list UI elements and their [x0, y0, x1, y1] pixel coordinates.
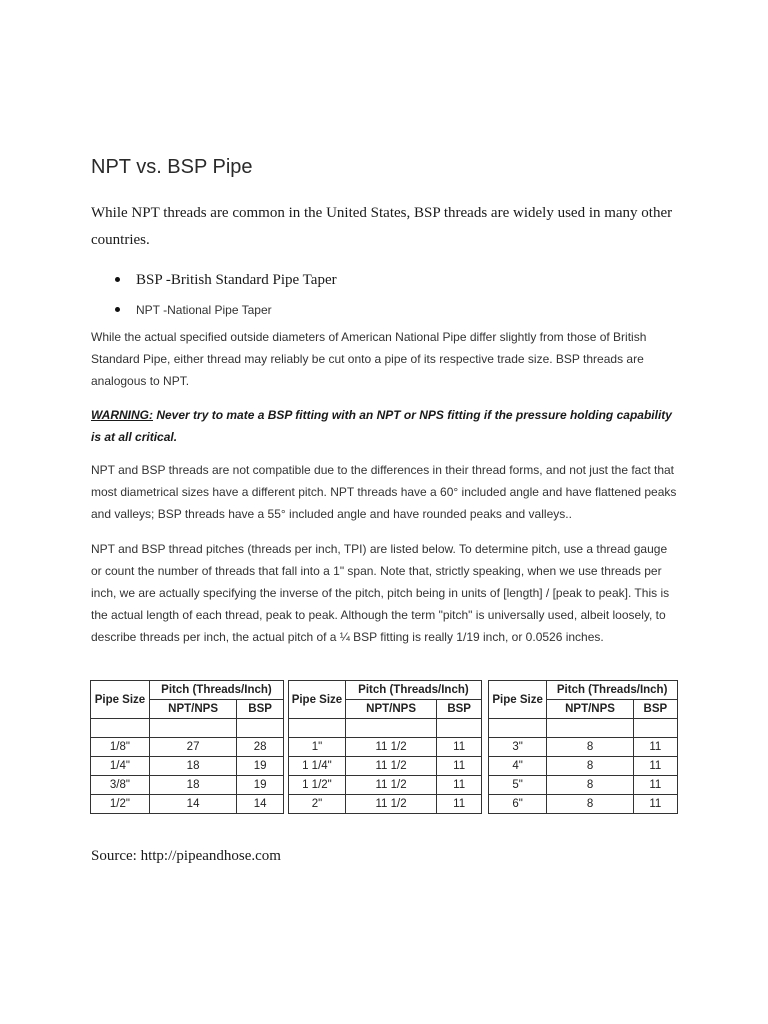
npt-cell: 18 — [149, 776, 236, 795]
bsp-cell: 11 — [633, 776, 677, 795]
npt-cell: 8 — [547, 776, 633, 795]
pipe-size-cell: 5" — [489, 776, 547, 795]
table-row — [289, 776, 482, 795]
table-row — [91, 776, 284, 795]
source-citation: Source: http://pipeandhose.com — [91, 848, 281, 864]
bsp-header: BSP — [633, 700, 677, 719]
bsp-header: BSP — [437, 700, 482, 719]
npt-cell: 18 — [149, 757, 236, 776]
pitch-header: Pitch (Threads/Inch) — [547, 681, 678, 700]
bullet-item-bsp: BSP -British Standard Pipe Taper — [91, 268, 337, 294]
pitch-tables — [90, 680, 678, 812]
pipe-size-cell: 1 1/2" — [289, 776, 346, 795]
paragraph-diameters: While the actual specified outside diameters of American National Pipe differ slightly from those of British Standard Pipe, either thread may reliably be cut onto a pipe of its respective trade size. BSP threads are analogous to NPT. — [91, 330, 647, 388]
npt-cell: 27 — [149, 738, 236, 757]
blank-row — [489, 719, 678, 738]
npt-header: NPT/NPS — [547, 700, 633, 719]
header-row — [91, 681, 284, 700]
page-title: NPT vs. BSP Pipe — [91, 156, 253, 178]
blank-cell — [547, 719, 633, 738]
bsp-header: BSP — [237, 700, 284, 719]
pipe-size-cell: 3" — [489, 738, 547, 757]
pitch-table — [488, 680, 678, 814]
table-row — [289, 738, 482, 757]
bsp-cell: 11 — [437, 738, 482, 757]
warning-paragraph — [91, 404, 681, 448]
intro-paragraph: While NPT threads are common in the United States, BSP threads are widely used in many other countries. — [91, 205, 673, 248]
pipe-size-cell: 6" — [489, 795, 547, 814]
table-row — [289, 795, 482, 814]
table-row — [489, 757, 678, 776]
table-row — [289, 757, 482, 776]
table-row — [91, 795, 284, 814]
bsp-cell: 14 — [237, 795, 284, 814]
table-row — [91, 738, 284, 757]
table-row — [489, 776, 678, 795]
pipe-size-cell: 1/2" — [91, 795, 150, 814]
pipe-size-header: Pipe Size — [489, 681, 547, 719]
blank-cell — [289, 719, 346, 738]
table-row — [489, 795, 678, 814]
bsp-cell: 11 — [437, 776, 482, 795]
pitch-table — [90, 680, 284, 814]
bsp-cell: 11 — [633, 795, 677, 814]
table-row — [91, 757, 284, 776]
pipe-size-header: Pipe Size — [289, 681, 346, 719]
bsp-cell: 11 — [437, 795, 482, 814]
warning-label: WARNING: — [91, 408, 153, 422]
bsp-cell: 19 — [237, 776, 284, 795]
bsp-cell: 11 — [633, 757, 677, 776]
header-row — [289, 681, 482, 700]
npt-cell: 8 — [547, 738, 633, 757]
blank-row — [91, 719, 284, 738]
blank-cell — [345, 719, 436, 738]
pipe-size-cell: 1/4" — [91, 757, 150, 776]
blank-row — [289, 719, 482, 738]
pipe-size-header: Pipe Size — [91, 681, 150, 719]
npt-header: NPT/NPS — [345, 700, 436, 719]
npt-cell: 11 1/2 — [345, 795, 436, 814]
blank-cell — [149, 719, 236, 738]
npt-header: NPT/NPS — [149, 700, 236, 719]
npt-cell: 11 1/2 — [345, 776, 436, 795]
bsp-cell: 28 — [237, 738, 284, 757]
blank-cell — [489, 719, 547, 738]
pitch-header: Pitch (Threads/Inch) — [345, 681, 481, 700]
npt-cell: 8 — [547, 795, 633, 814]
pitch-header: Pitch (Threads/Inch) — [149, 681, 283, 700]
blank-cell — [633, 719, 677, 738]
pipe-size-cell: 3/8" — [91, 776, 150, 795]
npt-cell: 11 1/2 — [345, 757, 436, 776]
paragraph-pitches: NPT and BSP thread pitches (threads per inch, TPI) are listed below. To determine pitch, use a thread gauge or count the number of threads that fall into a 1" span. Note that, strictly speaking, when we use threads per inch, we are actually specifying the inverse of the pitch, pitch being in units of [length] / [peak to peak]. This is the actual length of each thread, peak to peak. Although the term "pitch" is universally used, albeit loosely, to describe threads per inch, the actual pitch of a ¼ BSP fitting is really 1/19 inch, or 0.0526 inches. — [91, 542, 670, 644]
blank-cell — [237, 719, 284, 738]
bsp-cell: 11 — [633, 738, 677, 757]
bsp-cell: 19 — [237, 757, 284, 776]
pipe-size-cell: 1" — [289, 738, 346, 757]
bsp-cell: 11 — [437, 757, 482, 776]
warning-text: Never try to mate a BSP fitting with an NPT or NPS fitting if the pressure holding capability is at all critical. — [91, 408, 672, 444]
blank-cell — [437, 719, 482, 738]
blank-cell — [91, 719, 150, 738]
header-row — [489, 681, 678, 700]
pipe-size-cell: 4" — [489, 757, 547, 776]
npt-cell: 11 1/2 — [345, 738, 436, 757]
pipe-size-cell: 1/8" — [91, 738, 150, 757]
pipe-size-cell: 2" — [289, 795, 346, 814]
table-row — [489, 738, 678, 757]
bullet-item-npt: NPT -National Pipe Taper — [91, 298, 337, 322]
npt-cell: 14 — [149, 795, 236, 814]
pitch-table — [288, 680, 482, 814]
paragraph-compatibility: NPT and BSP threads are not compatible due to the differences in their thread forms, and not just the fact that most diametrical sizes have a different pitch. NPT threads have a 60° included angle and have flattened peaks and valleys; BSP threads have a 55° included angle and have rounded peaks and valleys.. — [91, 463, 677, 521]
bullet-list — [91, 268, 337, 322]
npt-cell: 8 — [547, 757, 633, 776]
pipe-size-cell: 1 1/4" — [289, 757, 346, 776]
